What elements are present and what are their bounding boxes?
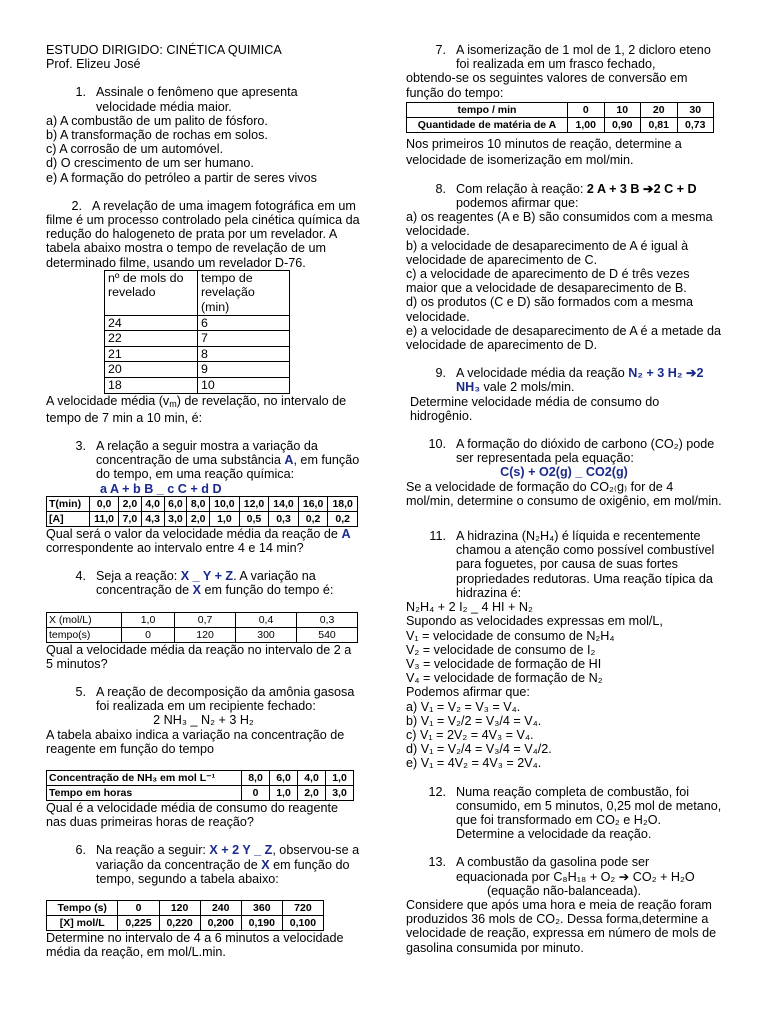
table-cell: 1,0 [270,786,298,801]
table-cell: tempo(s) [47,627,122,642]
equation: a A + b B _ c C + d D [100,481,222,496]
equation-note: (equação não-balanceada). [486,883,642,898]
table-cell: [A] [47,511,90,526]
table-cell: 0,73 [677,117,714,132]
table-cell: Tempo em horas [47,786,242,801]
option: a) V₁ = V₂ = V₃ = V₄. [406,699,521,714]
table-cell: 1,0 [326,771,354,786]
table-cell: 0,2 [328,511,358,526]
option: b) a velocidade de desaparecimento de A é igual à velocidade de aparecimento de C. [406,238,689,267]
question-number: 7. [435,43,446,57]
equation: 2 NH₃ _ N₂ + 3 H₂ [153,713,254,728]
table-cell: 0,2 [298,511,328,526]
document-title: ESTUDO DIRIGIDO: CINÉTICA QUIMICA [46,43,282,57]
question-text: A tabela abaixo indica a variação na concentração de reagente em função do tempo [46,727,345,756]
question-number: 11. [429,529,446,544]
question-number: 9. [435,366,446,381]
question-prompt: Qual a velocidade média da reação no intervalo de 2 a 5 minutos? [46,642,352,671]
table-cell: 6 [198,315,290,331]
question-number: 5. [75,685,86,700]
question-text: Assinale o fenômeno que apresenta velocidade média maior. [96,85,298,114]
table-cell: tempo / min [407,102,568,117]
option: c) V₁ = 2V₂ = 4V₃ = V₄. [406,727,534,742]
table-header: nº de mols do revelado [105,270,198,315]
question-prompt: Nos primeiros 10 minutos de reação, determine a velocidade de isomerização em mol/min. [406,136,682,167]
table-cell: 10 [198,378,290,394]
table-cell: 0,190 [241,916,282,931]
question-8 [406,182,722,210]
option: c) a velocidade de aparecimento de D é três vezes maior que a velocidade de desaparecimento de B. [406,267,690,296]
option: d) O crescimento de um ser humano. [46,156,254,171]
table-cell: 0,200 [200,916,241,931]
table-cell: 2,0 [187,511,210,526]
table-cell: 11,0 [90,511,119,526]
table-cell: 1,0 [210,511,240,526]
table-row [47,496,358,511]
table-row [105,346,290,362]
table-cell: 120 [159,901,200,916]
table-cell: 0 [568,102,605,117]
equation: N₂H₄ + 2 I₂ _ 4 HI + N₂ [406,600,533,615]
question-text: A combustão da gasolina pode ser equacionada por C₈H₁₈ + O₂ ➔ CO₂ + H₂O [456,855,695,884]
table-cell: 3,0 [164,511,187,526]
question-3 [46,439,361,482]
table-cell: 240 [200,901,241,916]
statement-line: Podemos afirmar que: [406,685,530,700]
option: b) A transformação de rochas em solos. [46,128,268,143]
question-13 [406,855,722,883]
table-cell: 8 [198,346,290,362]
question-number: 12. [428,784,446,799]
question-prompt: Determine velocidade média de consumo do hidrogênio. [410,394,660,423]
option: d) os produtos (C e D) são formados com a mesma velocidade. [406,295,693,324]
table-row [47,627,358,642]
table-cell: 20 [641,102,678,117]
question-5 [46,685,361,713]
question-text: A revelação de uma imagem fotográfica em um filme é um processo controlado pela cinética química da redução do halogeneto de prata por um revelador. A tabela abaixo mostra o tempo de revelação de um determinado filme, usando um revelador D-76. [46,198,360,270]
table-cell: [X] mol/L [47,916,118,931]
question-6 [46,843,361,886]
table-cell: 0,225 [118,916,159,931]
statement-line: V₃ = velocidade de formação de HI [406,656,602,671]
table-cell: 20 [105,362,198,378]
table-cell: Quantidade de matéria de A [407,117,568,132]
table-cell: 6,0 [270,771,298,786]
option: e) a velocidade de desaparecimento de A é a metade da velocidade de aparecimento de D. [406,323,722,353]
table-cell: 0,3 [269,511,299,526]
right-column [406,43,722,955]
question-text: Numa reação completa de combustão, foi consumido, em 5 minutos, 0,25 mol de metano, que foi transformado em CO₂ e H₂O. Determine a velocidade da reação. [456,784,722,842]
table-row [105,270,290,315]
question-text: A relação a seguir mostra a variação da concentração de uma substância A, em função do tempo, em uma reação química: [96,439,360,482]
table-cell: 0,220 [159,916,200,931]
question-prompt: Se a velocidade de formação do CO₂₍g₎ for de 4 mol/min, determine o consumo de oxigênio, em mol/min. [406,479,722,508]
table-cell: 120 [175,627,236,642]
question-text: A hidrazina (N₂H₄) é líquida e recentemente chamou a atenção como possível combustível para foguetes, por causa de suas fortes propriedades redutoras. Uma reação típica da hidrazina é: [456,529,715,600]
option: d) V₁ = V₂/4 = V₃/4 = V₄/2. [406,742,552,757]
table-row [105,315,290,331]
question-text: obtendo-se os seguintes valores de conversão em função do tempo: [406,71,688,100]
question-10 [406,437,722,465]
table-cell: 300 [236,627,297,642]
statement-line: V₄ = velocidade de formação de N₂ [406,671,603,686]
question-prompt: Qual é a velocidade média de consumo do reagente nas duas primeiras horas de reação? [46,801,338,830]
question-text: A reação de decomposição da amônia gasosa foi realizada em um recipiente fechado: [96,685,355,714]
isomerization-table [406,102,714,133]
table-row [105,378,290,394]
table-cell: 10 [604,102,641,117]
table-cell: 4,0 [298,771,326,786]
table-cell: 0 [242,786,270,801]
table-cell: 0,3 [297,612,358,627]
question-number: 2. [71,198,82,213]
statement-line: V₁ = velocidade de consumo de N₂H₄ [406,628,615,643]
question-text: Com relação à reação: 2 A + 3 B ➔2 C + D podemos afirmar que: [456,181,697,211]
table-row [47,786,354,801]
question-number: 6. [75,843,86,858]
table-cell: 12,0 [239,496,269,511]
table-cell: 0,81 [641,117,678,132]
question-text: A formação do dióxido de carbono (CO₂) pode ser representada pela equação: [456,437,715,466]
table-header: tempo de revelação (min) [198,270,290,315]
question-prompt: A velocidade média $(v_m)$ de revelação, no intervalo de tempo de 7 min a 10 min, é: [46,393,347,425]
table-cell: 0,4 [236,612,297,627]
question-text: A isomerização de 1 mol de 1, 2 dicloro eteno foi realizada em um frasco fechado, [456,43,711,72]
option: a) A combustão de um palito de fósforo. [46,113,268,128]
table-cell: 2,0 [298,786,326,801]
table-cell: Tempo (s) [47,901,118,916]
table-cell: 7 [198,331,290,347]
question-text: Na reação a seguir: X + 2 Y _ Z, observou-se a variação da concentração de X em função do tempo, segundo a tabela abaixo: [96,843,360,886]
table-cell: 720 [282,901,323,916]
table-cell: 0,5 [239,511,269,526]
question-number: 1. [75,85,86,100]
question-prompt: Considere que após uma hora e meia de reação foram produzidos 36 mols de CO₂. Dessa forma,determine a velocidade de reação, expressa em número de mols de gasolina consumida por minuto. [406,897,717,955]
table-row [105,362,290,378]
option: c) A corrosão de um automóvel. [46,142,224,157]
table-row [47,771,354,786]
table-row [47,511,358,526]
table-cell: 22 [105,331,198,347]
question-12 [406,785,722,842]
table-cell: T(min) [47,496,90,511]
table-cell: 360 [241,901,282,916]
table-cell: 18 [105,378,198,394]
table-cell: 21 [105,346,198,362]
question-2 [46,199,361,270]
option: b) V₁ = V₂/2 = V₃/4 = V₄. [406,713,542,728]
table-cell: 16,0 [298,496,328,511]
question-11 [406,529,722,600]
question-7 [406,43,722,71]
question-text: Seja a reação: X _ Y + Z. A variação na concentração de X em função do tempo é: [96,569,334,598]
table-cell: Concentração de NH₃ em mol L⁻¹ [47,771,242,786]
reaction-table [46,612,358,643]
question-number: 8. [435,181,446,196]
table-cell: 7,0 [118,511,141,526]
table-cell: 6,0 [164,496,187,511]
table-cell: 1,00 [568,117,605,132]
question-prompt: Qual será o valor da velocidade média da reação de A correspondente ao intervalo entre 4 e 14 min? [46,526,351,556]
table-cell: 18,0 [328,496,358,511]
question-prompt: Determine no intervalo de 4 a 6 minutos a velocidade média da reação, em mol/L.min. [46,931,344,960]
table-cell: 0,0 [90,496,119,511]
question-number: 4. [75,569,86,584]
table-cell: 10,0 [210,496,240,511]
option: a) os reagentes (A e B) são consumidos com a mesma velocidade. [406,210,713,239]
table-cell: 1,0 [122,612,175,627]
statement-line: Supondo as velocidades expressas em mol/L, [406,614,663,629]
equation: C(s) + O2(g) _ CO2(g) [500,465,628,480]
table-cell: 9 [198,362,290,378]
table-cell: 3,0 [326,786,354,801]
table-cell: X (mol/L) [47,612,122,627]
teacher-name: Prof. Elizeu José [46,57,141,72]
question-number: 3. [75,439,86,453]
table-cell: 30 [677,102,714,117]
question-1 [46,85,361,113]
table-cell: 4,0 [141,496,164,511]
question-9 [406,366,722,394]
ammonia-table [46,770,354,801]
table-row [47,612,358,627]
x-concentration-table [46,900,324,931]
table-cell: 8,0 [187,496,210,511]
question-text: A velocidade média da reação N₂ + 3 H₂ ➔2 NH₃ vale 2 mols/min. [456,366,704,395]
table-cell: 24 [105,315,198,331]
table-cell: 0 [118,901,159,916]
developer-table [104,270,290,394]
table-cell: 8,0 [242,771,270,786]
table-cell: 0,90 [604,117,641,132]
table-cell: 0 [122,627,175,642]
table-cell: 540 [297,627,358,642]
table-cell: 14,0 [269,496,299,511]
option: e) A formação do petróleo a partir de seres vivos [46,170,317,185]
option: e) V₁ = 4V₂ = 4V₃ = 2V₄. [406,756,542,771]
table-row [407,117,714,132]
table-cell: 0,100 [282,916,323,931]
concentration-table [46,496,358,527]
question-number: 10. [428,437,446,452]
table-cell: 2,0 [118,496,141,511]
table-row [407,102,714,117]
table-row [47,901,324,916]
question-number: 13. [428,855,446,870]
table-cell: 0,7 [175,612,236,627]
table-cell: 4,3 [141,511,164,526]
table-row [47,916,324,931]
left-column [46,43,361,959]
statement-line: V₂ = velocidade de consumo de I₂ [406,642,596,657]
question-4 [46,569,361,597]
table-row [105,331,290,347]
